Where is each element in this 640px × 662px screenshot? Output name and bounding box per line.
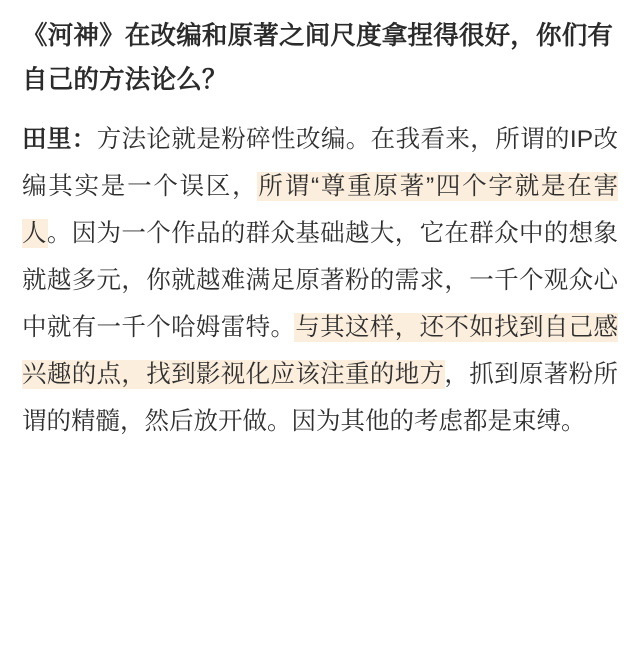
answer-segment-1-highlight: 所谓“尊重原著”四个字就是在害人 <box>22 173 618 247</box>
answer-segment-0: 方法论就是粉碎性改编。在我看来，所谓的IP改编其实是一个误区， <box>22 126 618 200</box>
article-question: 《河神》在改编和原著之间尺度拿捏得很好，你们有自己的方法论么？ <box>22 22 614 94</box>
answer-segment-4: ，抓到原著粉所谓的精髓，然后放开做。因为其他的考虑都是束缚。 <box>22 361 619 435</box>
answer-segment-2: 。因为一个作品的群众基础越大，它在群众中的想象就越多元，你就越难满足原著粉的需求，一千个观众心中就有一千个哈姆雷特。 <box>22 220 619 341</box>
article-answer <box>22 116 618 445</box>
answer-segment-3-highlight: 与其这样，还不如找到自己感兴趣的点，找到影视化应该注重的地方 <box>22 314 619 388</box>
answer-speaker: 田里： <box>22 126 97 153</box>
